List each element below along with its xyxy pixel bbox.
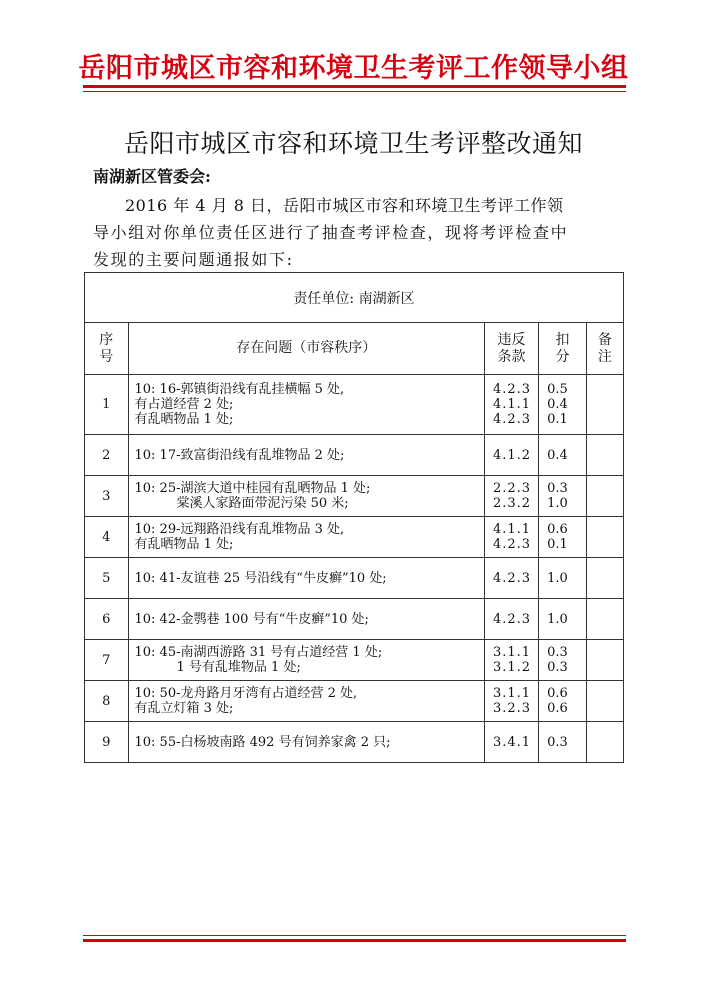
issue-cell [128, 558, 485, 599]
issue-line: 1 号有乱堆物品 1 处; [176, 660, 301, 675]
issue-line: 10: 42-金鹗巷 100 号有“牛皮癣”10 处; [134, 611, 369, 627]
deduction-value: 0.3 [547, 734, 568, 750]
row-number: 8 [85, 681, 129, 722]
issue-line: 有乱立灯箱 3 处; [134, 701, 234, 716]
issue-cell [128, 681, 485, 722]
note-cell [586, 558, 623, 599]
deduction-cell [539, 435, 587, 476]
row-number: 5 [85, 558, 129, 599]
row-number: 2 [85, 435, 129, 476]
intro-line: 导小组对你单位责任区进行了抽查考评检查，现将考评检查中 [93, 223, 569, 242]
issue-line: 10: 50-龙舟路月牙湾有占道经营 2 处, [134, 686, 358, 701]
note-cell [586, 435, 623, 476]
code-cell [485, 558, 539, 599]
deduction-cell [539, 722, 587, 763]
row-number: 1 [85, 375, 129, 435]
deduction-value: 0.3 [547, 645, 568, 660]
issue-line: 有乱晒物品 1 处; [134, 412, 234, 427]
deduction-value: 0.4 [547, 447, 568, 463]
violation-code: 4.1.2 [493, 447, 532, 463]
violation-code: 3.4.1 [493, 734, 532, 750]
footer-rule-thick [83, 939, 626, 942]
deduction-value: 1.0 [547, 496, 568, 511]
issue-cell [128, 375, 485, 435]
note-cell [586, 640, 623, 681]
code-cell [485, 435, 539, 476]
note-cell [586, 599, 623, 640]
deduction-cell [539, 517, 587, 558]
issue-cell [128, 435, 485, 476]
issue-line: 有乱晒物品 1 处; [134, 537, 234, 552]
row-number: 9 [85, 722, 129, 763]
letterhead-rule-thin [83, 91, 626, 92]
header-deduction: 扣 分 [539, 323, 587, 375]
letterhead-rule-thick [83, 85, 626, 88]
document-title: 岳阳市城区市容和环境卫生考评整改通知 [123, 129, 583, 158]
violation-code: 3.1.1 [493, 645, 532, 660]
deduction-cell [539, 640, 587, 681]
violation-code: 2.3.2 [493, 496, 532, 511]
violation-code: 3.1.2 [493, 660, 532, 675]
responsible-unit: 责任单位: 南湖新区 [85, 273, 624, 323]
violation-code: 3.1.1 [493, 686, 532, 701]
table-row [85, 476, 624, 517]
table-row [85, 722, 624, 763]
note-cell [586, 722, 623, 763]
issue-line: 10: 55-白杨坡南路 492 号有饲养家禽 2 只; [134, 734, 391, 750]
code-cell [485, 681, 539, 722]
code-cell [485, 599, 539, 640]
issue-cell [128, 640, 485, 681]
issue-cell [128, 722, 485, 763]
violation-code: 4.1.1 [493, 397, 532, 412]
deduction-value: 1.0 [547, 611, 568, 627]
table-row [85, 435, 624, 476]
deduction-cell [539, 476, 587, 517]
row-number: 3 [85, 476, 129, 517]
issue-line: 10: 41-友谊巷 25 号沿线有“牛皮癣”10 处; [134, 570, 387, 586]
code-cell [485, 375, 539, 435]
issue-line: 棠溪人家路面带泥污染 50 米; [176, 496, 349, 511]
violation-code: 4.2.3 [493, 537, 532, 552]
responsible-unit-row [85, 273, 624, 323]
issue-line: 10: 25-湖滨大道中桂园有乱晒物品 1 处; [134, 481, 371, 496]
header-code: 违反 条款 [485, 323, 539, 375]
code-cell [485, 476, 539, 517]
row-number: 4 [85, 517, 129, 558]
table-row [85, 558, 624, 599]
code-cell [485, 517, 539, 558]
table-row [85, 375, 624, 435]
intro-line: 2016 年 4 月 8 日，岳阳市城区市容和环境卫生考评工作领 [125, 196, 564, 215]
table-row [85, 599, 624, 640]
deduction-value: 0.1 [547, 537, 568, 552]
issue-line: 10: 16-郭镇街沿线有乱挂横幅 5 处, [134, 382, 345, 397]
deduction-value: 0.4 [547, 397, 568, 412]
deduction-value: 0.1 [547, 412, 568, 427]
footer-rule-thin [83, 935, 626, 936]
table-row [85, 681, 624, 722]
header-no: 序 号 [85, 323, 129, 375]
letterhead-title: 岳阳市城区市容和环境卫生考评工作领导小组 [78, 53, 629, 84]
row-number: 7 [85, 640, 129, 681]
intro-paragraph [93, 192, 628, 273]
deduction-value: 0.3 [547, 481, 568, 496]
table-row [85, 517, 624, 558]
violation-code: 4.2.3 [493, 570, 532, 586]
note-cell [586, 375, 623, 435]
deduction-value: 0.6 [547, 686, 568, 701]
deduction-cell [539, 681, 587, 722]
note-cell [586, 476, 623, 517]
deduction-cell [539, 599, 587, 640]
issue-cell [128, 599, 485, 640]
deduction-value: 0.6 [547, 701, 568, 716]
recipient: 南湖新区管委会: [93, 167, 211, 186]
row-number: 6 [85, 599, 129, 640]
violation-code: 4.1.1 [493, 522, 532, 537]
issue-cell [128, 517, 485, 558]
issue-cell [128, 476, 485, 517]
deduction-cell [539, 375, 587, 435]
issues-table [84, 272, 624, 763]
violation-code: 4.2.3 [493, 611, 532, 627]
deduction-cell [539, 558, 587, 599]
issue-line: 10: 29-远翔路沿线有乱堆物品 3 处, [134, 522, 345, 537]
deduction-value: 1.0 [547, 570, 568, 586]
intro-line: 发现的主要问题通报如下: [93, 250, 294, 269]
issue-line: 有占道经营 2 处; [134, 397, 234, 412]
note-cell [586, 681, 623, 722]
table-row [85, 640, 624, 681]
issue-line: 10: 17-致富街沿线有乱堆物品 2 处; [134, 447, 345, 463]
violation-code: 4.2.3 [493, 382, 532, 397]
table-header-row [85, 323, 624, 375]
deduction-value: 0.5 [547, 382, 568, 397]
violation-code: 3.2.3 [493, 701, 532, 716]
header-note: 备 注 [586, 323, 623, 375]
deduction-value: 0.6 [547, 522, 568, 537]
code-cell [485, 640, 539, 681]
header-issue: 存在问题（市容秩序） [128, 323, 485, 375]
issue-line: 10: 45-南湖西游路 31 号有占道经营 1 处; [134, 645, 383, 660]
code-cell [485, 722, 539, 763]
violation-code: 4.2.3 [493, 412, 532, 427]
violation-code: 2.2.3 [493, 481, 532, 496]
note-cell [586, 517, 623, 558]
deduction-value: 0.3 [547, 660, 568, 675]
